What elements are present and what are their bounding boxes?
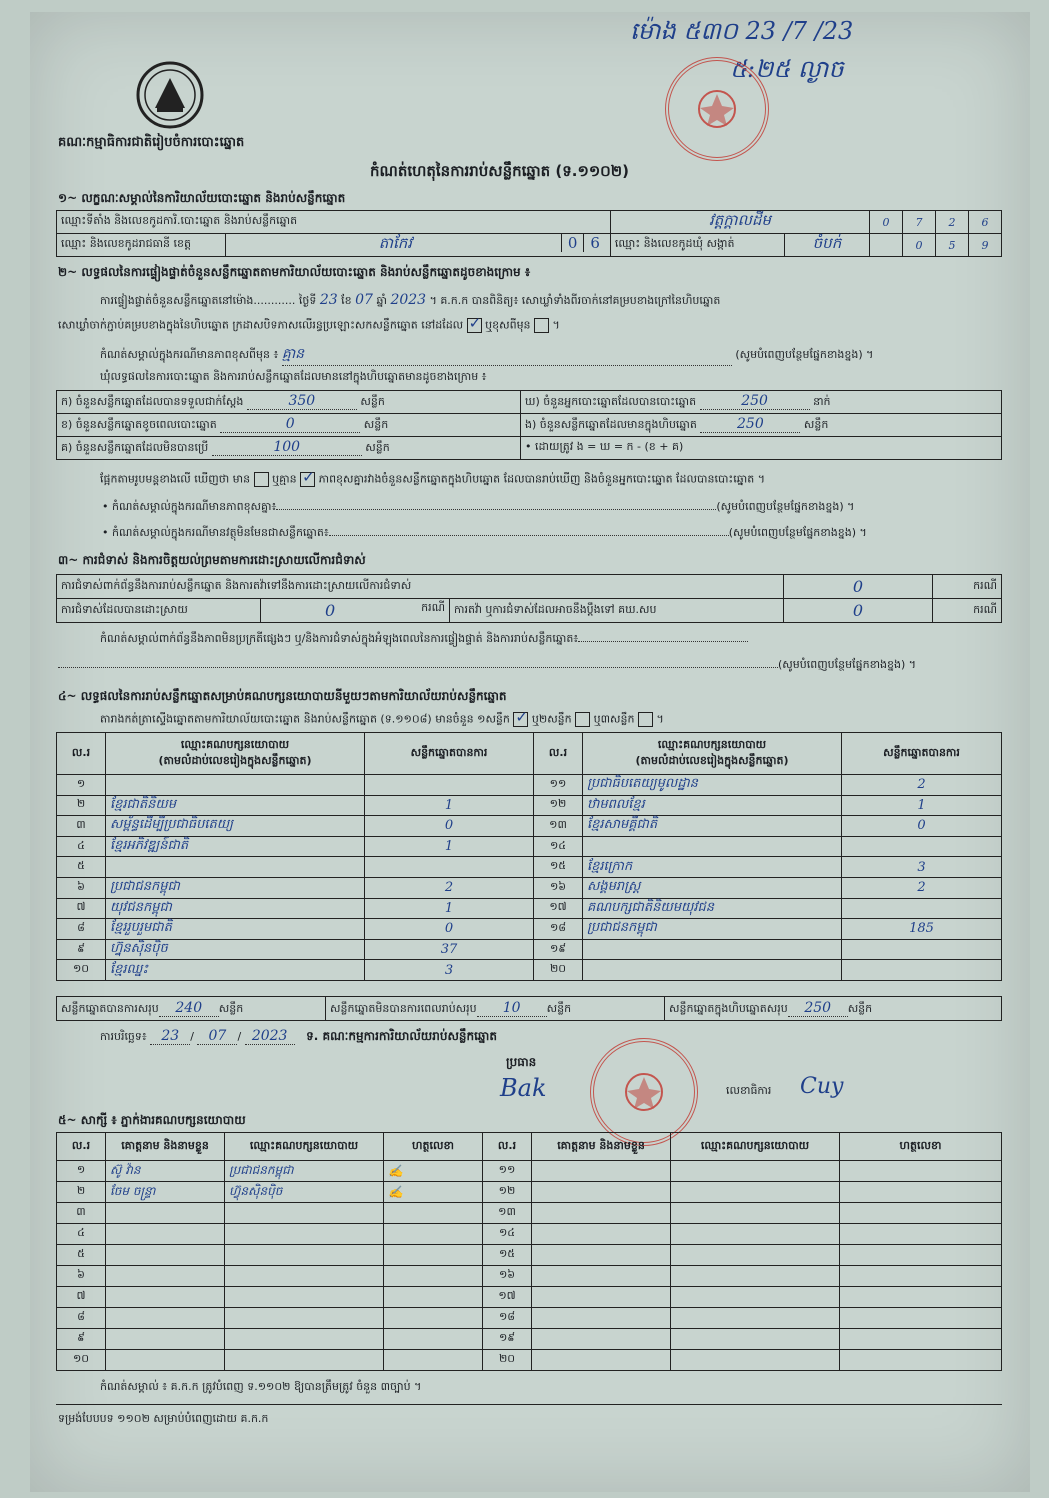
result-votes: 3 [842, 857, 1002, 878]
objection-count: 0 [784, 575, 933, 599]
result-votes: 2 [842, 877, 1002, 898]
result-votes [842, 939, 1002, 960]
result-row [57, 775, 1002, 796]
witness-party [225, 1245, 384, 1266]
witness-no: ១១ [483, 1161, 532, 1182]
witness-name [106, 1287, 225, 1308]
appeal-label: ការតវ៉ា ឬការជំទាស់ដែលអាចនឹងប្តឹងទៅ គឃ.សប [450, 599, 784, 623]
count-in-box: 250 [700, 416, 800, 433]
station-value: វត្តក្តាលដីម [610, 211, 869, 234]
result-votes: 0 [842, 816, 1002, 837]
commune-value: ចំបក់ [784, 234, 869, 257]
witness-name [532, 1287, 671, 1308]
result-no: ១៥ [534, 857, 583, 878]
official-stamp-bottom [590, 1038, 698, 1146]
witness-name [106, 1245, 225, 1266]
resolved-count: 0 [325, 601, 336, 620]
secretary-signature: Cuy [800, 1074, 844, 1099]
witness-no: ១៣ [483, 1203, 532, 1224]
result-no: ១០ [57, 960, 106, 981]
one-sheet-checkbox[interactable] [513, 712, 528, 727]
result-votes: 37 [365, 939, 534, 960]
witness-row [57, 1182, 1002, 1203]
different-checkbox[interactable] [534, 318, 549, 333]
witness-party [671, 1266, 840, 1287]
result-no: ៦ [57, 877, 106, 898]
count-row-ka: ក) ចំនួនសន្លឹកឆ្នោតដែលបានទទួលជាក់ស្តែង 350 សន្លឹក [57, 391, 521, 414]
signing-date-line: ការបរិច្ឆេទ៖ 23 / 07 / 2023 ទ. គណៈកម្មការការិយាល័យរាប់សន្លឹកឆ្នោត [100, 1028, 497, 1044]
result-votes [842, 898, 1002, 919]
witness-signature [384, 1329, 483, 1350]
witness-row [57, 1245, 1002, 1266]
witness-no: ៥ [57, 1245, 106, 1266]
signer-org: ទ. គណៈកម្មការការិយាល័យរាប់សន្លឹកឆ្នោត [306, 1029, 497, 1043]
witness-party [671, 1161, 840, 1182]
result-party: ប្រជាជនកម្ពុជា [106, 877, 365, 898]
result-no: ១៩ [534, 939, 583, 960]
witness-no: ១ [57, 1161, 106, 1182]
col-no: ល.រ [483, 1133, 532, 1161]
col-party: ឈ្មោះគណបក្សនយោបាយ [671, 1133, 840, 1161]
three-sheet-checkbox[interactable] [638, 712, 653, 727]
witness-party [225, 1308, 384, 1329]
station-code-digit: 6 [969, 211, 1002, 234]
result-party: សម្ព័ន្ធដើម្បីប្រជាធិបតេយ្យ [106, 816, 365, 837]
handwritten-date-note: ម៉ោង ៥៣០ 23 /7 /23 [630, 17, 854, 45]
witness-signature [384, 1245, 483, 1266]
witness-party [225, 1266, 384, 1287]
result-no: ១១ [534, 775, 583, 796]
result-party: ខ្មែរជាតិនិយម [106, 795, 365, 816]
witness-name [532, 1308, 671, 1329]
col-no: ល.រ [57, 1133, 106, 1161]
col-party: ឈ្មោះគណបក្សនយោបាយ [225, 1133, 384, 1161]
province-value: តាកែវ 0 6 [226, 234, 611, 257]
section2-heading: ២~ លទ្ធផលនៃការផ្ទៀងផ្ទាត់ចំនួនសន្លឹកឆ្នោតតាមការិយាល័យបោះឆ្នោត និងរាប់សន្លឹកឆ្នោតដូចខាងក្រោម ៖ [58, 265, 531, 279]
count-voters: 250 [700, 393, 810, 410]
result-votes: 3 [365, 960, 534, 981]
station-code-digit: 2 [936, 211, 969, 234]
station-label: ឈ្មោះទីតាំង និងលេខកូដការិ.បោះឆ្នោត និងរាប់សន្លឹកឆ្នោត [57, 211, 611, 234]
witness-signature [840, 1350, 1002, 1371]
witness-row [57, 1203, 1002, 1224]
witness-party: ប្រជាជនកម្ពុជា [225, 1161, 384, 1182]
result-votes: 1 [365, 836, 534, 857]
result-no: ១៤ [534, 836, 583, 857]
secretary-label: លេខាធិការ [726, 1084, 772, 1097]
sign-date-day: 23 [150, 1028, 190, 1045]
witness-signature [840, 1224, 1002, 1245]
witness-signature [384, 1266, 483, 1287]
form-id: ទម្រង់បែបបទ ១១០២ សម្រាប់បំពេញដោយ គ.ក.ក [58, 1412, 269, 1425]
count-unused: 100 [212, 439, 362, 456]
col-sign: ហត្ថលេខា [384, 1133, 483, 1161]
no-difference-checkbox[interactable] [300, 472, 315, 487]
witness-row [57, 1329, 1002, 1350]
result-party: ខ្មែរអភិវឌ្ឍន៍ជាតិ [106, 836, 365, 857]
result-no: ១៧ [534, 898, 583, 919]
witness-party [671, 1350, 840, 1371]
total-in-box: សន្លឹកឆ្នោតក្នុងហិបឆ្នោតសរុប 250 សន្លឹក [665, 997, 1002, 1021]
witness-name [106, 1224, 225, 1245]
diff-note-2: • កំណត់សម្គាល់ក្នុងករណីមានវត្ថុមិនមែនជាសន្លឹកឆ្នោត៖ (សូមបំពេញបន្ថែមផ្នែកខាងខ្នង) ។ [102, 526, 867, 539]
footer-divider [56, 1404, 1002, 1405]
result-no: ៨ [57, 919, 106, 940]
witness-no: ១៤ [483, 1224, 532, 1245]
result-row [57, 960, 1002, 981]
verify-month: 07 [355, 292, 373, 308]
witness-party [671, 1182, 840, 1203]
witness-signature [384, 1350, 483, 1371]
witness-signature [384, 1308, 483, 1329]
witness-name [532, 1245, 671, 1266]
section1-table [56, 210, 1002, 257]
col-name: គោត្តនាម និងនាមខ្លួន [106, 1133, 225, 1161]
result-row [57, 836, 1002, 857]
count-table [56, 390, 1002, 460]
objection-table [56, 574, 1002, 623]
nec-logo-icon [135, 60, 205, 130]
witness-no: ១២ [483, 1182, 532, 1203]
witness-name [106, 1203, 225, 1224]
witness-name: ចែម ចន្ទ្រា [106, 1182, 225, 1203]
result-no: ១៣ [534, 816, 583, 837]
form-sheet [30, 12, 1030, 1492]
result-party: ខ្មែរសាមគ្គីជាតិ [583, 816, 842, 837]
witness-signature [840, 1287, 1002, 1308]
witness-party [225, 1224, 384, 1245]
witness-party [225, 1329, 384, 1350]
appeal-count: 0 [784, 599, 933, 623]
difference-note-value: គ្មាន [282, 344, 732, 366]
witness-signature: ✍ [384, 1182, 483, 1203]
sign-date-year: 2023 [245, 1028, 295, 1045]
verify-year: 2023 [390, 292, 427, 308]
witness-party [671, 1287, 840, 1308]
total-invalid-value: 10 [477, 1000, 547, 1017]
col-party: ឈ្មោះគណបក្សនយោបាយ (តាមលំដាប់លេខរៀងក្នុងសន្លឹកឆ្នោត) [106, 733, 365, 775]
count-row-kho: ឃ) ចំនួនអ្នកបោះឆ្នោតដែលបានបោះឆ្នោត 250 នាក់ [521, 391, 1002, 414]
witness-name [532, 1350, 671, 1371]
col-sign: ហត្ថលេខា [840, 1133, 1002, 1161]
witness-party [671, 1203, 840, 1224]
result-votes: 2 [842, 775, 1002, 796]
result-votes [365, 857, 534, 878]
objection-row-1-label: ការជំទាស់ពាក់ព័ន្ធនឹងការរាប់សន្លឹកឆ្នោត និងការតវ៉ាទៅនឹងការដោះស្រាយលើការជំទាស់ [57, 575, 784, 599]
result-votes [365, 775, 534, 796]
count-row-ko: គ) ចំនួនសន្លឹកឆ្នោតដែលមិនបានប្រើ 100 សន្លឹក [57, 437, 521, 460]
witness-no: ១៨ [483, 1308, 532, 1329]
result-no: ២០ [534, 960, 583, 981]
witness-name [532, 1266, 671, 1287]
witness-name [532, 1329, 671, 1350]
result-no: ៣ [57, 816, 106, 837]
result-no: ៧ [57, 898, 106, 919]
objection-note-line-2: (សូមបំពេញបន្ថែមផ្នែកខាងខ្នង) ។ [58, 658, 1002, 674]
witness-no: ២០ [483, 1350, 532, 1371]
result-party: គណបក្សជាតិនិយមយុវជន [583, 898, 842, 919]
witness-row [57, 1350, 1002, 1371]
result-votes: 0 [365, 816, 534, 837]
witness-signature [840, 1182, 1002, 1203]
results-table [56, 732, 1002, 981]
two-sheet-checkbox[interactable] [575, 712, 590, 727]
chief-label: ប្រធាន [506, 1055, 537, 1069]
difference-note-line: កំណត់សម្គាល់ក្នុងករណីមានភាពខុសពីមុន ៖ គ្មាន (សូមបំពេញបន្ថែមផ្នែកខាងខ្នង) ។ [100, 344, 1000, 366]
province-code-digit: 0 [561, 234, 584, 252]
witness-party [225, 1203, 384, 1224]
result-party: ខ្មែររួបរួមជាតិ [106, 919, 365, 940]
verification-line-2: សោឃ្លាំចាក់ភ្ជាប់គម្របខាងក្នុងនៃហិបឆ្នោត ក្រដាសបិទភាសលើរន្ធប្រឡោះសកសន្លឹកឆ្នោត នៅដដែល ✓ ឬខុសពីមុន ។ [58, 318, 560, 335]
witness-no: ២ [57, 1182, 106, 1203]
commune-code-digit: 9 [969, 234, 1002, 257]
result-row [57, 898, 1002, 919]
result-no: ៩ [57, 939, 106, 960]
commune-code-digit: 5 [936, 234, 969, 257]
witness-no: ១៦ [483, 1266, 532, 1287]
witness-name [532, 1224, 671, 1245]
province-code-digit: 6 [583, 234, 606, 252]
col-votes: សន្លឹកឆ្នោតបានការ [365, 733, 534, 775]
result-votes: 185 [842, 919, 1002, 940]
result-votes: 1 [842, 795, 1002, 816]
witness-no: ៩ [57, 1329, 106, 1350]
result-no: ១២ [534, 795, 583, 816]
witness-party: ហ៊្វុនស៊ិនប៉ិច [225, 1182, 384, 1203]
result-party: ខ្មែរឈ្នះ [106, 960, 365, 981]
witness-no: ១៧ [483, 1287, 532, 1308]
result-votes [842, 836, 1002, 857]
resolved-label: ការជំទាស់ដែលបានដោះស្រាយ [57, 599, 261, 623]
result-party: ហ្វ៊ុនស៊ិនប៉ិច [106, 939, 365, 960]
official-stamp-top [665, 57, 769, 161]
witness-signature [840, 1245, 1002, 1266]
witness-signature [840, 1329, 1002, 1350]
org-name: គណៈកម្មាធិការជាតិរៀបចំការបោះឆ្នោត [58, 135, 245, 150]
count-row-ng: ង) ចំនួនសន្លឹកឆ្នោតដែលមានក្នុងហិបឆ្នោត 250 សន្លឹក [521, 414, 1002, 437]
result-votes: 2 [365, 877, 534, 898]
col-votes: សន្លឹកឆ្នោតបានការ [842, 733, 1002, 775]
commune-label: ឈ្មោះ និងលេខកូដឃុំ សង្កាត់ [610, 234, 784, 257]
witness-row [57, 1224, 1002, 1245]
page-title: កំណត់ហេតុនៃការរាប់សន្លឹកឆ្នោត (ទ.១១០២) [370, 162, 630, 180]
witness-no: ៨ [57, 1308, 106, 1329]
result-votes: 0 [365, 919, 534, 940]
result-row [57, 877, 1002, 898]
witness-no: ១០ [57, 1350, 106, 1371]
col-party: ឈ្មោះគណបក្សនយោបាយ (តាមលំដាប់លេខរៀងក្នុងសន្លឹកឆ្នោត) [583, 733, 842, 775]
total-in-box-value: 250 [788, 1000, 848, 1017]
witness-party [671, 1245, 840, 1266]
witness-no: ៦ [57, 1266, 106, 1287]
result-party: ប្រជាធិបតេយ្យមូលដ្ឋាន [583, 775, 842, 796]
witness-party [671, 1224, 840, 1245]
count-intro: ឃុំលទ្ធផលនៃការបោះឆ្នោត និងការរាប់សន្លឹកឆ្នោតដែលមាននៅក្នុងហិបឆ្នោតមានដូចខាងក្រោម ៖ [100, 370, 487, 383]
footer-note: កំណត់សម្គាល់ ៖ គ.ក.ក ត្រូវបំពេញ ទ.១១០២ ឱ្យបានត្រឹមត្រូវ ចំនួន ៣ច្បាប់ ។ [100, 1380, 422, 1393]
witness-name [106, 1308, 225, 1329]
witness-party [671, 1308, 840, 1329]
col-name: គោត្តនាម និងនាមខ្លួន [532, 1133, 671, 1161]
result-no: ១ [57, 775, 106, 796]
province-label: ឈ្មោះ និងលេខកូដរាជធានី ខេត្ត [57, 234, 226, 257]
witness-no: ១៥ [483, 1245, 532, 1266]
cases-label: ករណី [933, 575, 1002, 599]
witness-no: ៤ [57, 1224, 106, 1245]
result-no: ១៦ [534, 877, 583, 898]
witness-name [106, 1350, 225, 1371]
result-party: សង្គមរាស្ត្រ [583, 877, 842, 898]
witness-name: ស៊ូ វ៉ាន [106, 1161, 225, 1182]
result-votes: 1 [365, 795, 534, 816]
witness-name [532, 1161, 671, 1182]
count-received: 350 [247, 393, 357, 410]
witness-table [56, 1132, 1002, 1371]
has-difference-checkbox[interactable] [254, 472, 269, 487]
result-party: ខ្មែរក្រោក [583, 857, 842, 878]
total-valid-value: 240 [159, 1000, 219, 1017]
witness-no: ១៩ [483, 1329, 532, 1350]
tally-sheet-line: តារាងកត់ត្រាស្ទើងឆ្នោតតាមការិយាល័យបោះឆ្នោត និងរាប់សន្លឹកឆ្នោត (ទ.១១០៨) មានចំនួន ១សន្លឹក ✓ ឬ២សន្លឹក ឬ៣សន្លឹក ។ [100, 712, 664, 729]
witness-signature [840, 1266, 1002, 1287]
result-party [106, 775, 365, 796]
count-formula: • ដោយត្រូវ ង = ឃ = ក - (ខ + គ) [521, 437, 1002, 460]
result-row [57, 857, 1002, 878]
result-row [57, 919, 1002, 940]
count-row-kha: ខ) ចំនួនសន្លឹកឆ្នោតខូចពេលបោះឆ្នោត 0 សន្លឹក [57, 414, 521, 437]
witness-row [57, 1308, 1002, 1329]
total-invalid: សន្លឹកឆ្នោតមិនបានការពេលរាប់សរុប 10 សន្លឹក [326, 997, 665, 1021]
objection-note: កំណត់សម្គាល់ពាក់ព័ន្ធនឹងភាពមិនប្រក្រតីផ្សេងៗ ឬ/និងការជំទាស់ក្នុងអំឡុងពេលនៃការផ្ទៀងផ្ទាត់ និងការរាប់សន្លឹកឆ្នោត៖ [100, 632, 748, 648]
results-totals [56, 996, 1002, 1021]
result-party: ប្រជាជនកម្ពុជា [583, 919, 842, 940]
witness-name [106, 1329, 225, 1350]
result-party [583, 960, 842, 981]
witness-party [225, 1350, 384, 1371]
section1-heading: ១~ លក្ខណៈសម្គាល់នៃការិយាល័យបោះឆ្នោត និងរាប់សន្លឹកឆ្នោត [58, 191, 346, 205]
result-row [57, 816, 1002, 837]
section3-heading: ៣~ ការជំទាស់ និងការចិត្តយល់ព្រមតាមការដោះស្រាយលើការជំទាស់ [58, 553, 366, 567]
witness-signature [840, 1203, 1002, 1224]
witness-signature [840, 1161, 1002, 1182]
result-no: ២ [57, 795, 106, 816]
witness-signature [384, 1203, 483, 1224]
total-valid: សន្លឹកឆ្នោតបានការសរុប 240 សន្លឹក [57, 997, 326, 1021]
commune-code-digit: 0 [903, 234, 936, 257]
result-row [57, 939, 1002, 960]
handwritten-time-note: ៥:២៥ ល្ងាច [730, 55, 844, 83]
same-checkbox[interactable] [467, 318, 482, 333]
witness-row [57, 1287, 1002, 1308]
col-no: ល.រ [534, 733, 583, 775]
result-party [106, 857, 365, 878]
cases-label: ករណី [933, 599, 1002, 623]
diff-note-1: • កំណត់សម្គាល់ក្នុងករណីមានភាពខុសគ្នា៖ (សូមបំពេញបន្ថែមផ្នែកខាងខ្នង) ។ [102, 500, 855, 513]
compare-line: ផ្អែកតាមរូបមន្តខាងលើ ឃើញថា មាន ឬគ្មាន ✓ ភាពខុសគ្នារវាងចំនួនសន្លឹកឆ្នោតក្នុងហិបឆ្នោត ដែលបានរាប់ឃើញ និងចំនួនអ្នកបោះឆ្នោត ដែលបានបោះឆ្នោត ។ [100, 472, 765, 489]
result-votes: 1 [365, 898, 534, 919]
sign-date-month: 07 [197, 1028, 237, 1045]
witness-row [57, 1266, 1002, 1287]
result-party: យុវជនកម្ពុជា [106, 898, 365, 919]
chief-signature: Bak [500, 1074, 547, 1102]
witness-name [106, 1266, 225, 1287]
result-party [583, 939, 842, 960]
witness-signature [840, 1308, 1002, 1329]
witness-party [225, 1287, 384, 1308]
section4-heading: ៤~ លទ្ធផលនៃការរាប់សន្លឹកឆ្នោតសម្រាប់គណបក្សនយោបាយនីមួយៗតាមការិយាល័យរាប់សន្លឹកឆ្នោត [58, 689, 507, 703]
result-party [583, 836, 842, 857]
witness-signature: ✍ [384, 1161, 483, 1182]
witness-row [57, 1161, 1002, 1182]
witness-signature [384, 1224, 483, 1245]
result-party: ឋាមពលខ្មែរ [583, 795, 842, 816]
witness-no: ៧ [57, 1287, 106, 1308]
witness-name [532, 1203, 671, 1224]
result-row [57, 795, 1002, 816]
result-no: ៤ [57, 836, 106, 857]
witness-no: ៣ [57, 1203, 106, 1224]
verify-day: 23 [319, 292, 338, 308]
witness-party [671, 1329, 840, 1350]
result-no: ៥ [57, 857, 106, 878]
result-no: ១៨ [534, 919, 583, 940]
station-code-digit: 0 [870, 211, 903, 234]
col-no: ល.រ [57, 733, 106, 775]
resolved-cell: 0 ករណី [261, 599, 450, 623]
witness-name [532, 1182, 671, 1203]
verification-line-1: ការផ្ទៀងផ្ទាត់ចំនួនសន្លឹកឆ្នោតនៅម៉ោង............ ថ្ងៃទី 23 ខែ 07 ឆ្នាំ 2023 ។ គ.ក.ក បានពិនិត្យ៖ សោឃ្លាំទាំងពីរចាក់នៅគម្របខាងក្រៅនៃហិបឆ្នោត [100, 292, 721, 308]
result-votes [842, 960, 1002, 981]
count-spoiled: 0 [220, 416, 360, 433]
section5-heading: ៥~ សាក្សី ៖ ភ្នាក់ងារគណបក្សនយោបាយ [58, 1113, 246, 1127]
station-code-digit: 7 [903, 211, 936, 234]
witness-signature [384, 1287, 483, 1308]
